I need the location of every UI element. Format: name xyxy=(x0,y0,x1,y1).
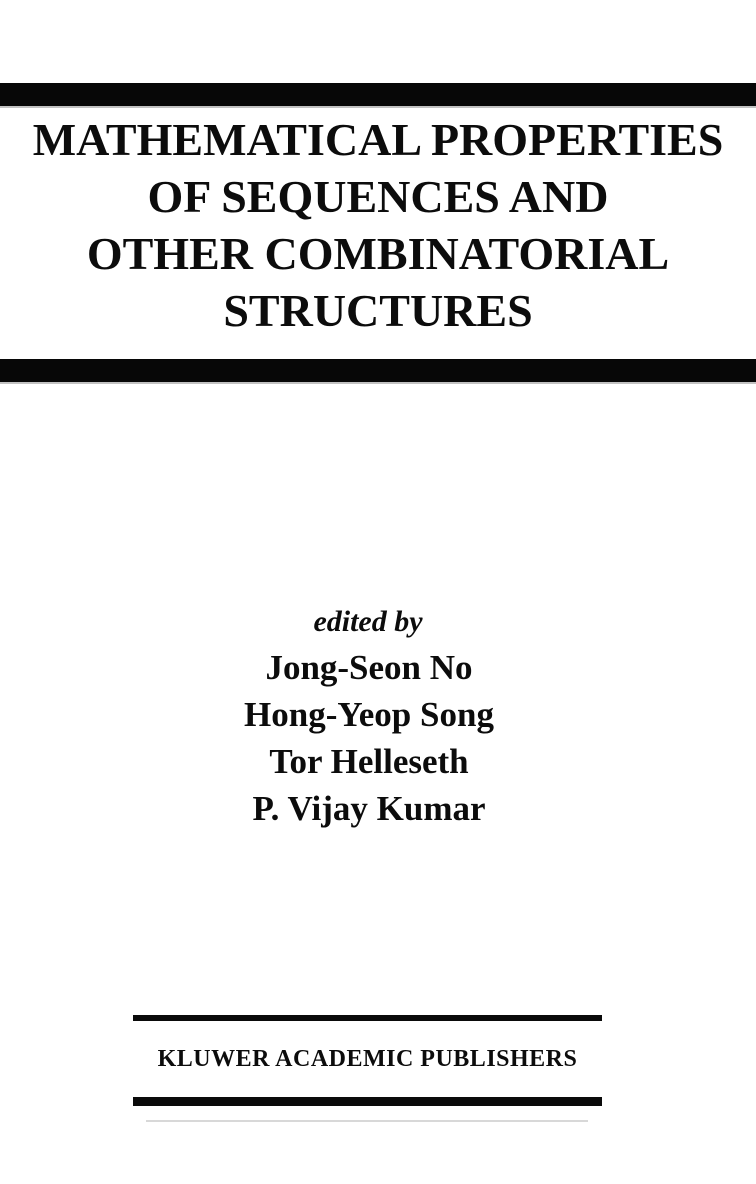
editor-name: Hong-Yeop Song xyxy=(244,695,494,734)
title-line: OTHER COMBINATORIAL xyxy=(86,228,670,279)
book-title xyxy=(0,111,756,339)
editor-name: P. Vijay Kumar xyxy=(252,789,486,828)
editor-name: Tor Helleseth xyxy=(269,742,469,781)
publisher-name: KLUWER ACADEMIC PUBLISHERS xyxy=(157,1046,578,1072)
title-line: MATHEMATICAL PROPERTIES xyxy=(32,114,724,165)
scan-artifact-line xyxy=(146,1120,588,1122)
publisher-rule-top xyxy=(133,1015,602,1021)
editor-list xyxy=(0,644,738,832)
title-line: STRUCTURES xyxy=(223,285,533,336)
publisher-rule-bottom xyxy=(133,1097,602,1106)
editor-name: Jong-Seon No xyxy=(265,648,473,687)
edited-by-label: edited by xyxy=(313,605,423,638)
middle-black-bar xyxy=(0,359,756,384)
top-black-bar xyxy=(0,83,756,108)
title-line: OF SEQUENCES AND xyxy=(147,171,609,222)
